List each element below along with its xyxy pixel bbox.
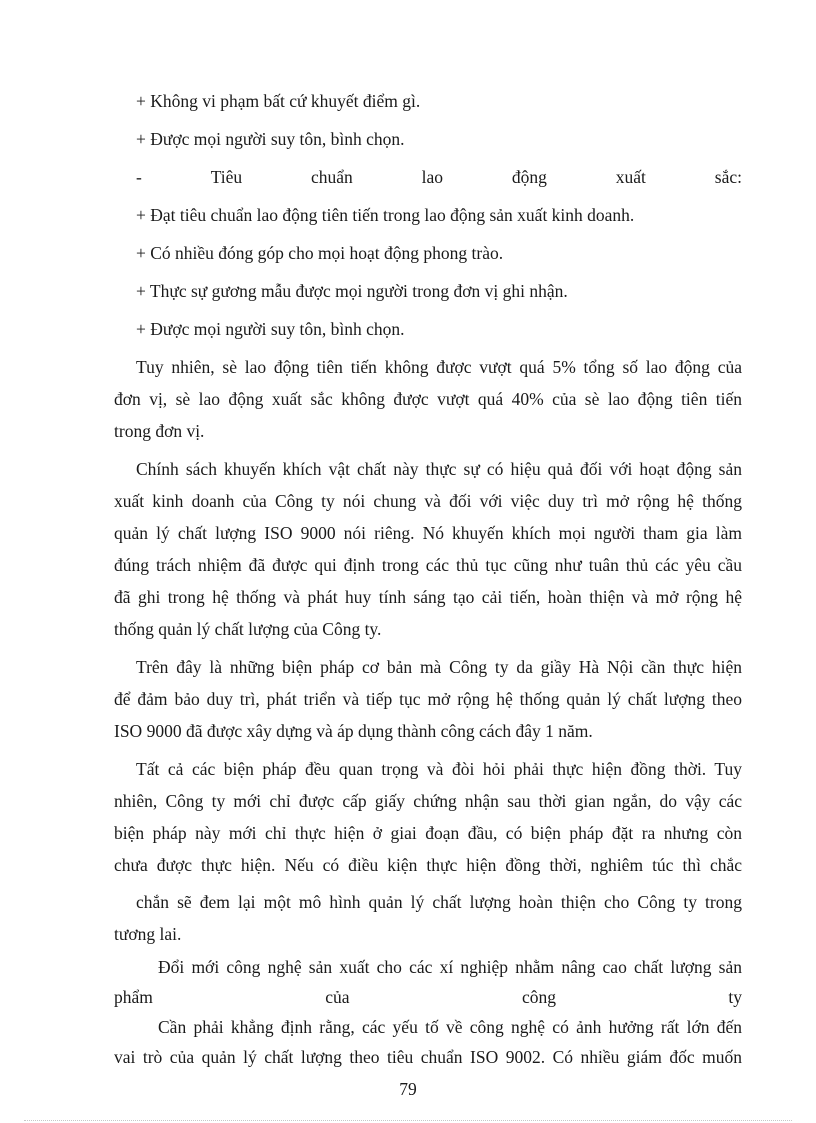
text-line: Trên đây là những biện pháp cơ bản mà Công ty da giầy Hà Nội cần thực hiện bbox=[136, 657, 742, 677]
text-line: đơn vị, sè lao động xuất sắc không được vượt quá 40% của sè lao động tiên tiến bbox=[114, 389, 742, 409]
text-line: ISO 9000 đã được xây dựng và áp dụng thành công cách đây 1 năm. bbox=[114, 721, 593, 741]
text-line: + Không vi phạm bất cứ khuyết điểm gì. bbox=[136, 91, 421, 111]
product-word: phẩm bbox=[114, 987, 153, 1007]
text-line: chắn sẽ đem lại một mô hình quản lý chất lượng hoàn thiện cho Công ty trong bbox=[136, 892, 742, 912]
text-line: trong đơn vị. bbox=[114, 421, 205, 441]
heading-excellent-labor bbox=[136, 166, 742, 188]
text-line: + Thực sự gương mẫu được mọi người trong đơn vị ghi nhận. bbox=[136, 281, 568, 301]
text-line: nhiên, Công ty mới chỉ được cấp giấy chứng nhận sau thời gian ngắn, do vậy các bbox=[114, 791, 742, 811]
text-line: để đảm bảo duy trì, phát triển và tiếp tục mở rộng hệ thống quản lý chất lượng theo bbox=[114, 689, 742, 709]
text-line: Chính sách khuyến khích vật chất này thực sự có hiệu quả đối với hoạt động sản bbox=[136, 459, 742, 479]
heading-word: xuất bbox=[615, 167, 646, 187]
text-line: vai trò của quản lý chất lượng theo tiêu chuẩn ISO 9002. Có nhiều giám đốc muốn bbox=[114, 1047, 742, 1067]
text-line: Tuy nhiên, sè lao động tiên tiến không được vượt quá 5% tổng số lao động của bbox=[136, 357, 742, 377]
text-line: tương lai. bbox=[114, 924, 182, 944]
heading-word: Tiêu bbox=[210, 167, 243, 187]
footer-divider bbox=[24, 1120, 792, 1121]
text-line: chưa được thực hiện. Nếu có điều kiện thực hiện đồng thời, nghiêm túc thì chắc bbox=[114, 855, 742, 875]
product-word: công bbox=[521, 987, 556, 1007]
text-line: + Đạt tiêu chuẩn lao động tiên tiến trong lao động sản xuất kinh doanh. bbox=[136, 205, 635, 225]
text-line: Cần phải khẳng định rằng, các yếu tố về công nghệ có ảnh hưởng rất lớn đến bbox=[158, 1017, 742, 1037]
heading-word: lao bbox=[421, 167, 444, 187]
text-line: xuất kinh doanh của Công ty nói chung và đối với việc duy trì mở rộng hệ thống bbox=[114, 491, 742, 511]
text-line: thống quản lý chất lượng của Công ty. bbox=[114, 619, 382, 639]
product-line bbox=[114, 986, 742, 1008]
text-line: + Được mọi người suy tôn, bình chọn. bbox=[136, 129, 405, 149]
heading-word: sắc: bbox=[714, 167, 742, 187]
text-line: biện pháp này mới chỉ thực hiện ở giai đoạn đầu, có biện pháp đặt ra nhưng còn bbox=[114, 823, 742, 843]
text-line: đã ghi trong hệ thống và phát huy tính sáng tạo cải tiến, hoàn thiện và mở rộng hệ bbox=[114, 587, 742, 607]
heading-word: chuẩn bbox=[311, 167, 353, 187]
heading-word: động bbox=[511, 167, 547, 187]
text-line: Đổi mới công nghệ sản xuất cho các xí nghiệp nhằm nâng cao chất lượng sản bbox=[158, 957, 742, 977]
product-word: ty bbox=[728, 987, 742, 1007]
heading-word: - bbox=[136, 167, 142, 187]
text-line: quản lý chất lượng ISO 9000 nói riêng. Nó khuyến khích mọi người tham gia làm bbox=[114, 523, 742, 543]
page-number: 79 bbox=[399, 1079, 417, 1099]
text-line: + Được mọi người suy tôn, bình chọn. bbox=[136, 319, 405, 339]
text-line: đúng trách nhiệm đã được qui định trong các thủ tục cũng như tuân thủ các yêu cầu bbox=[114, 555, 742, 575]
text-line: Tất cả các biện pháp đều quan trọng và đòi hỏi phải thực hiện đồng thời. Tuy bbox=[136, 759, 742, 779]
text-line: + Có nhiều đóng góp cho mọi hoạt động phong trào. bbox=[136, 243, 504, 263]
product-word: của bbox=[325, 987, 350, 1007]
